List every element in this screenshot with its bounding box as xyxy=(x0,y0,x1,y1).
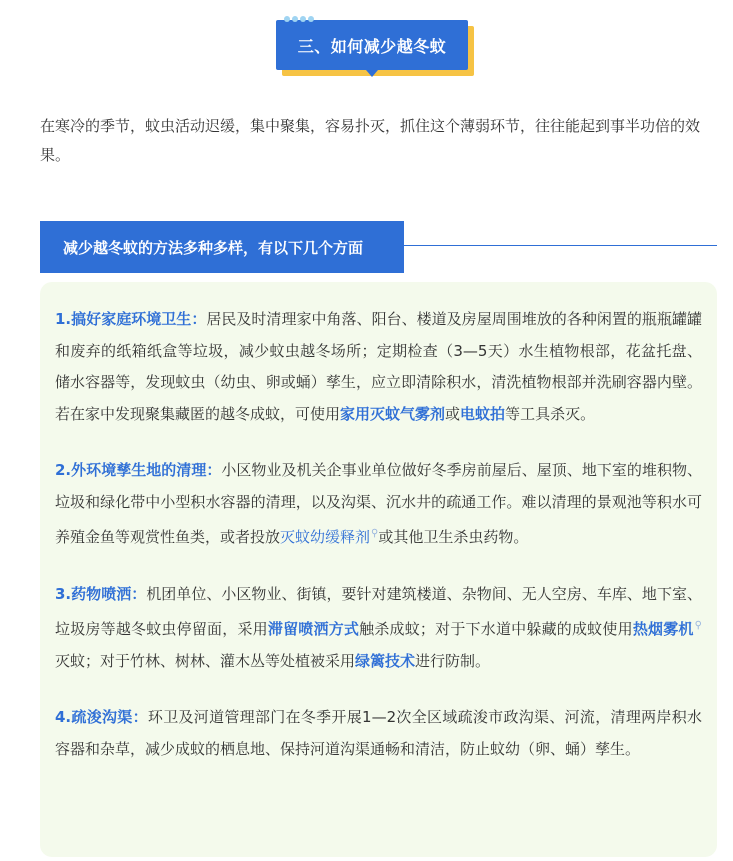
method-text: 等工具杀灭。 xyxy=(505,404,596,423)
method-text: 环卫及河道管理部门在冬季开展1—2次全区域疏浚市政沟渠、河流，清理两岸积水容器和杂草，减少成蚊的栖息地、保持河道沟渠通畅和清洁，防止蚊幼（卵、蛹）孳生。 xyxy=(55,708,702,758)
keyword-link[interactable]: 家用灭蚊气雾剂 xyxy=(340,404,446,423)
method-item-dredging xyxy=(55,702,702,765)
subheading-text: 减少越冬蚊的方法多种多样，有以下几个方面 xyxy=(63,238,364,257)
method-title: 4.疏浚沟渠： xyxy=(55,708,148,726)
keyword-link[interactable]: 灭蚊幼缓释剂 xyxy=(280,528,371,546)
decor-dot xyxy=(292,16,298,22)
method-text: 灭蚊；对于竹林、树林、灌木丛等处植被采用 xyxy=(55,651,356,670)
keyword-link[interactable]: 热烟雾机 xyxy=(632,620,694,638)
methods-panel xyxy=(40,282,717,857)
intro-paragraph: 在寒冷的季节，蚊虫活动迟缓，集中聚集，容易扑灭，抓住这个薄弱环节，往往能起到事半功倍的效果。 xyxy=(40,117,701,164)
method-text: 触杀成蚊；对于下水道中躲藏的成蚊使用 xyxy=(359,620,633,638)
method-title: 1.搞好家庭环境卫生： xyxy=(55,310,207,328)
decor-dot xyxy=(284,16,290,22)
decor-dots xyxy=(284,16,314,22)
keyword-link[interactable]: 滞留喷洒方式 xyxy=(267,620,360,638)
search-icon[interactable]: ⚲ xyxy=(694,620,702,631)
subheading-rule xyxy=(404,245,717,246)
subheading-bar xyxy=(40,221,404,273)
decor-dot xyxy=(308,16,314,22)
badge-box xyxy=(276,20,468,70)
method-text: 居民及时清理家中角落、阳台、楼道及房屋周围堆放的各种闲置的瓶瓶罐罐和废弃的纸箱纸盒等垃圾，减少蚊虫越冬场所；定期检查（3—5天）水生植物根部，花盆托盘、储水容器等，发现蚊虫（幼虫、卵或蛹）孳生，应立即清除积水，清洗植物根部并洗刷容器内壁。若在家中发现聚集藏匿的越冬成蚊，可使用 xyxy=(55,310,702,423)
method-text: 小区物业及机关企事业单位做好冬季房前屋后、屋顶、地下室的堆积物、垃圾和绿化带中小型积水容器的清理，以及沟渠、沉水井的疏通工作。难以清理的景观池等积水可养殖金鱼等观赏性鱼类，或者投放 xyxy=(55,461,702,546)
method-title: 2.外环境孳生地的清理： xyxy=(55,461,222,479)
method-item-household xyxy=(55,304,702,430)
badge-pointer xyxy=(366,70,378,77)
method-title: 3.药物喷洒： xyxy=(55,584,147,603)
method-text: 机团单位、小区物业、街镇，要针对建筑楼道、杂物间、无人空房、车库、地下室、垃圾房等越冬蚊虫停留面，采用 xyxy=(55,584,702,638)
keyword-link[interactable]: 绿篱技术 xyxy=(355,651,416,670)
method-item-spraying xyxy=(55,579,702,678)
method-text: 或 xyxy=(445,404,461,423)
search-icon[interactable]: ⚲ xyxy=(371,528,379,539)
method-item-outdoor xyxy=(55,455,702,554)
section-title: 三、如何减少越冬蚊 xyxy=(297,36,447,56)
decor-dot xyxy=(300,16,306,22)
keyword-link[interactable]: 电蚊拍 xyxy=(460,404,506,423)
section-header-badge xyxy=(276,20,476,80)
method-text: 进行防制。 xyxy=(415,651,491,670)
method-text: 或其他卫生杀虫药物。 xyxy=(378,528,529,546)
